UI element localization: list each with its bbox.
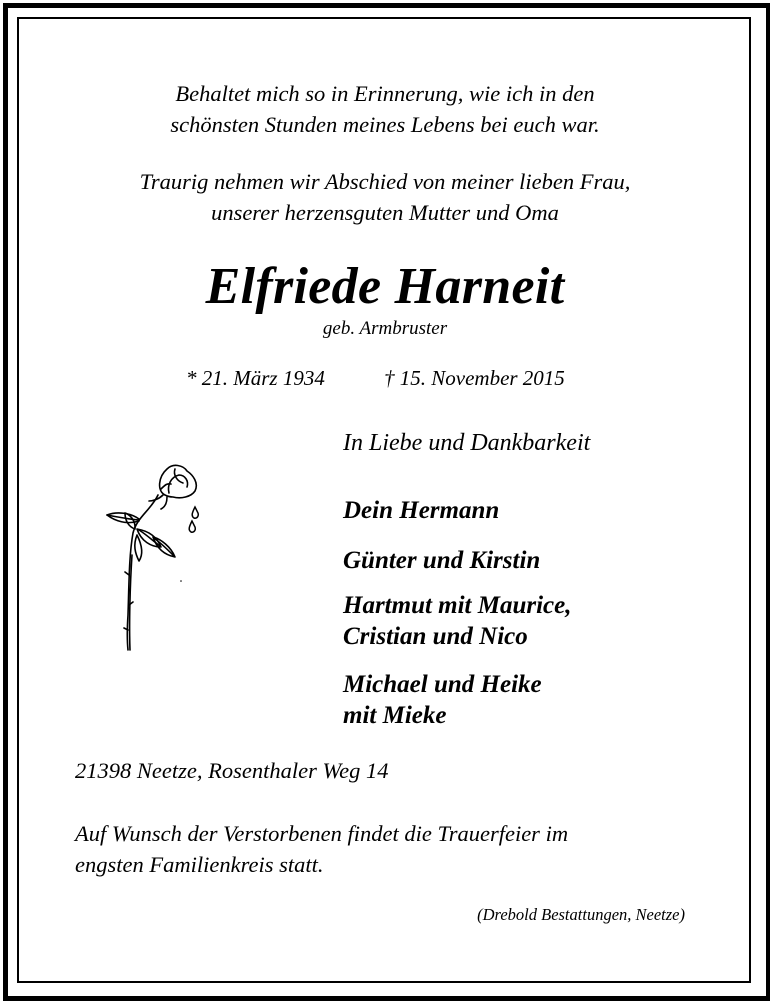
family-michael-line-1: Michael und Heike bbox=[343, 671, 542, 698]
family-hartmut-line-2: Cristian und Nico bbox=[343, 623, 528, 650]
family-dein-hermann: Dein Hermann bbox=[343, 497, 500, 524]
note-line-1: Auf Wunsch der Verstorbenen findet die Trauerfeier im bbox=[75, 821, 569, 846]
intro-line-1: Traurig nehmen wir Abschied von meiner lieben Frau, bbox=[139, 169, 631, 194]
deceased-name: Elfriede Harneit bbox=[205, 258, 565, 315]
family-guenter-kirstin: Günter und Kirstin bbox=[343, 547, 541, 574]
funeral-home: (Drebold Bestattungen, Neetze) bbox=[477, 905, 685, 924]
verse-line-2: schönsten Stunden meines Lebens bei euch war. bbox=[170, 112, 600, 137]
closing-line: In Liebe und Dankbarkeit bbox=[343, 430, 591, 456]
death-date: † 15. November 2015 bbox=[384, 366, 565, 390]
note-line-2: engsten Familienkreis statt. bbox=[75, 852, 324, 877]
family-michael-line-2: mit Mieke bbox=[343, 702, 447, 729]
intro-line-2: unserer herzensguten Mutter und Oma bbox=[211, 200, 559, 225]
address: 21398 Neetze, Rosenthaler Weg 14 bbox=[75, 758, 389, 783]
verse-line-1: Behaltet mich so in Erinnerung, wie ich in den bbox=[175, 81, 595, 106]
birth-date: * 21. März 1934 bbox=[186, 366, 325, 390]
family-hartmut-line-1: Hartmut mit Maurice, bbox=[343, 592, 572, 619]
birth-name: geb. Armbruster bbox=[322, 318, 448, 339]
rose-with-teardrops-icon bbox=[95, 455, 210, 655]
